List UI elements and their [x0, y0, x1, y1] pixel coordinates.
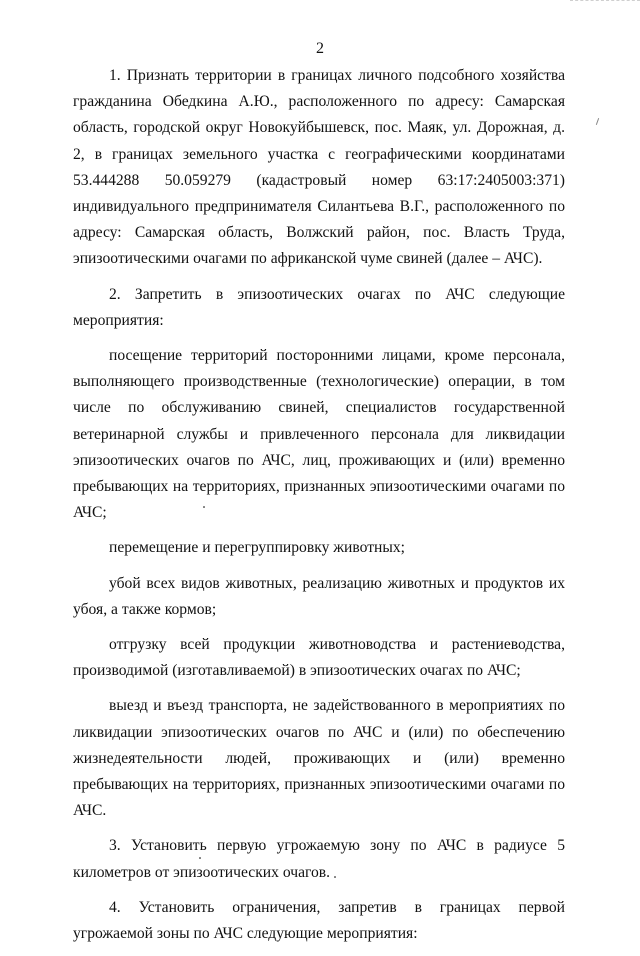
- number-label: номер: [371, 171, 413, 189]
- paragraph-9: 4. Установить ограничения, запретив в границах первой угрожаемой зоны по АЧС следующие мероприятия:: [73, 898, 565, 943]
- page-number: 2: [316, 40, 324, 57]
- scan-edge-mark: [570, 0, 640, 4]
- longitude: 50.059279: [164, 171, 231, 189]
- paragraph-1-line-2: гражданина Обедкина А.Ю., расположенного по адресу: Самарская: [73, 93, 565, 111]
- paragraph-1: [73, 63, 565, 168]
- coordinates-line: [73, 168, 565, 194]
- paragraph-6: отгрузку всей продукции животноводства и растениеводства, производимой (изготавливаемой) в эпизоотических очагах по АЧС;: [73, 636, 565, 680]
- document-body: [73, 63, 565, 956]
- paragraph-2: 2. Запретить в эпизоотических очагах по АЧС следующие мероприятия:: [73, 285, 565, 329]
- paragraph-1-line-3: область, городской округ Новокуйбышевск, пос. Маяк, ул. Дорожная, д. 2,: [73, 119, 565, 163]
- latitude: 53.444288: [73, 171, 140, 189]
- paragraph-1-line-4: в границах земельного участка с географическими координатами: [94, 145, 565, 163]
- scan-speck: [199, 857, 201, 859]
- scan-speck: [596, 118, 599, 125]
- paragraph-1-line-1: 1. Признать территории в границах личного подсобного хозяйства: [109, 67, 565, 84]
- paragraph-1-tail: индивидуального предпринимателя Силантьева В.Г., расположенного по адресу: Самарская область, Волжский район, пос. Власть Труда, эпизоотическими очагами по африканской чуме свиней (далее – АЧС).: [73, 198, 565, 268]
- paragraph-3: посещение территорий посторонними лицами, кроме персонала, выполняющего производственные (технологические) операции, в том числе по обслуживанию свиней, специалистов государственной ветеринарной службы и привлеченного персонала для ликвидации эпизоотических очагов по АЧС, лиц, проживающих и (или) временно пребывающих на территориях, признанных эпизоотическими очагами по АЧС;: [73, 347, 565, 522]
- cadastral-label: (кадастровый: [256, 171, 347, 189]
- paragraph-5: убой всех видов животных, реализацию животных и продуктов их убоя, а также кормов;: [73, 574, 565, 618]
- paragraph-8: 3. Установить первую угрожаемую зону по АЧС в радиусе 5 километров от эпизоотических очагов.: [73, 837, 565, 881]
- scan-speck: [203, 506, 205, 508]
- scan-speck: [334, 876, 336, 878]
- paragraph-7: выезд и въезд транспорта, не задействованного в мероприятиях по ликвидации эпизоотических очагов по АЧС и (или) по обеспечению жизнедеятельности людей, проживающих и (или) временно пребывающих на территориях, признанных эпизоотическими очагами по АЧС.: [73, 697, 565, 820]
- paragraph-4: перемещение и перегруппировку животных;: [109, 539, 405, 557]
- cadastral-number: 63:17:2405003:371): [437, 171, 565, 189]
